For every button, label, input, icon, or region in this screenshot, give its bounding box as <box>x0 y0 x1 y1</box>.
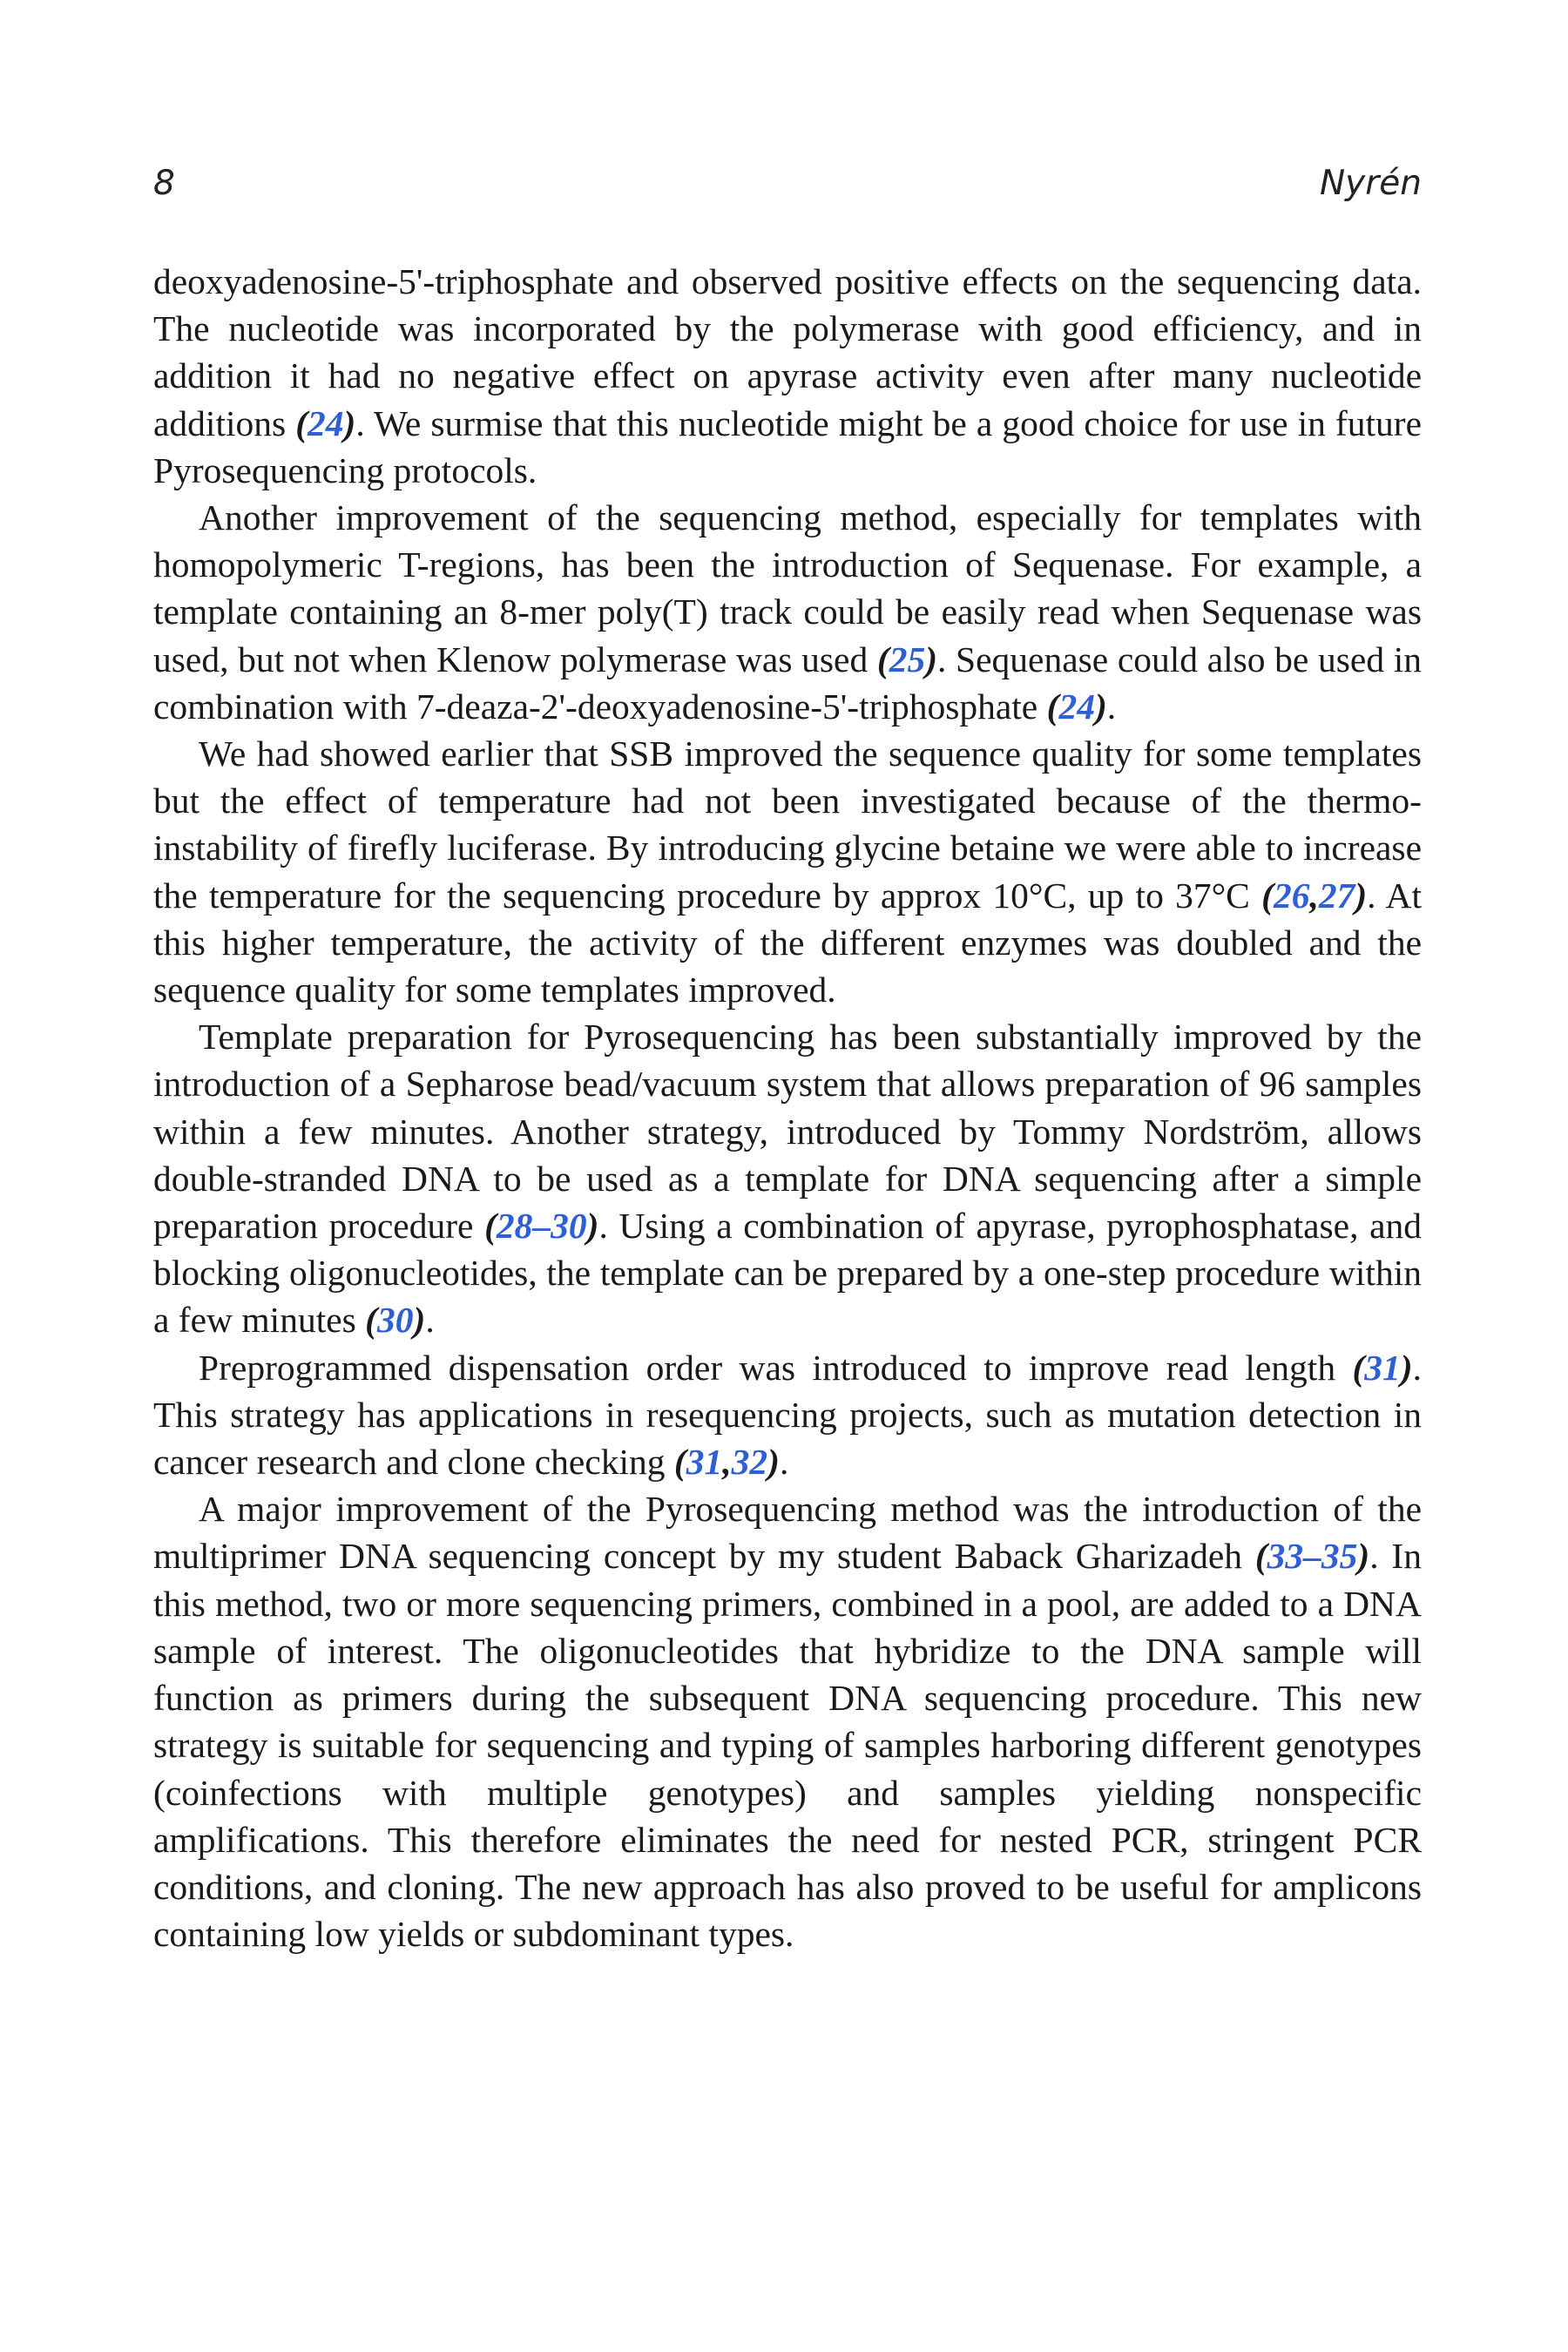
running-head <box>153 164 1422 216</box>
text-run: Preprogrammed dispensation order was introduced to improve read length <box>199 1347 1353 1388</box>
citation-reference: (24) <box>295 402 356 443</box>
citation-link[interactable]: 28–30 <box>496 1206 587 1247</box>
paragraph <box>153 258 1422 494</box>
running-head-author: Nyrén <box>1320 164 1422 203</box>
citation-reference: (31,32) <box>673 1442 780 1483</box>
text-run: A major improvement of the Pyrosequencing method was the introduction of the multiprimer DNA sequencing concept by my student Baback Gharizadeh <box>153 1489 1422 1577</box>
paragraph <box>153 730 1422 1013</box>
citation-link[interactable]: 32 <box>731 1442 768 1483</box>
citation-link[interactable]: 25 <box>889 639 926 679</box>
text-run: Template preparation for Pyrosequencing has been substantially improved by the introduction of a Sepharose bead/vacuum system that allows preparation of 96 samples within a few minutes. Another strategy, introduced by Tommy Nordström, allows double-stranded DNA to be used as a template for DNA sequencing after a simple preparation procedure <box>153 1017 1422 1247</box>
citation-reference: (26,27) <box>1261 875 1368 916</box>
citation-reference: (33–35) <box>1254 1536 1370 1577</box>
citation-link[interactable]: 24 <box>1058 686 1095 727</box>
citation-reference: (31) <box>1352 1347 1413 1388</box>
text-run: We had showed earlier that SSB improved the sequence quality for some templates but the effect of temperature had not been investigated because of the thermo-instability of firefly luciferase. By introducing glycine betaine we were able to increase the temperature for the sequencing procedure by approx 10°C, up to 37°C <box>153 733 1422 916</box>
citation-link[interactable]: 31 <box>686 1442 723 1483</box>
paragraph <box>153 1344 1422 1486</box>
body-text <box>153 258 1422 1957</box>
paragraph <box>153 1013 1422 1343</box>
citation-link[interactable]: 31 <box>1364 1347 1401 1388</box>
citation-link[interactable]: 24 <box>308 402 344 443</box>
paragraph <box>153 494 1422 730</box>
citation-link[interactable]: 30 <box>377 1300 414 1341</box>
text-run: . In this method, two or more sequencing primers, combined in a pool, are added to a DNA sample of interest. The oligonucleotides that hybridize to the DNA sample will function as primers during the subsequent DNA sequencing procedure. This new strategy is suitable for sequencing and typing of samples harboring different genotypes (coinfections with multiple genotypes) and samples yielding nonspecific amplifications. This therefore eliminates the need for nested PCR, stringent PCR conditions, and cloning. The new approach has also proved to be useful for amplicons containing low yields or subdominant types. <box>153 1536 1422 1955</box>
text-run: Another improvement of the sequencing method, especially for templates with homopolymeric T-regions, has been the introduction of Sequenase. For example, a template containing an 8-mer poly(T) track could be easily read when Sequenase was used, but not when Klenow polymerase was used <box>153 497 1422 679</box>
citation-link[interactable]: 27 <box>1318 875 1355 916</box>
text-run: . <box>425 1300 435 1341</box>
page-number: 8 <box>153 164 175 203</box>
text-run: . Sequenase could also be used in combination with 7-deaza-2'-deoxyadenosine-5'-triphosphate <box>153 639 1422 727</box>
citation-reference: (24) <box>1046 686 1107 727</box>
text-run: . This strategy has applications in resequencing projects, such as mutation detection in cancer research and clone checking <box>153 1347 1422 1483</box>
text-run: . We surmise that this nucleotide might be a good choice for use in future Pyrosequencing protocols. <box>153 402 1422 490</box>
text-run: deoxyadenosine-5'-triphosphate and observed positive effects on the sequencing data. The nucleotide was incorporated by the polymerase with good efficiency, and in addition it had no negative effect on apyrase activity even after many nucleotide additions <box>153 261 1422 443</box>
citation-link[interactable]: 26 <box>1273 875 1310 916</box>
citation-link[interactable]: 33–35 <box>1267 1536 1358 1577</box>
text-run: . <box>1106 686 1117 727</box>
citation-reference: (25) <box>876 639 938 679</box>
paragraph <box>153 1485 1422 1957</box>
citation-reference: (30) <box>365 1300 426 1341</box>
text-run: . At this higher temperature, the activity of the different enzymes was doubled and the sequence quality for some templates improved. <box>153 875 1423 1010</box>
text-run: . <box>779 1442 789 1483</box>
citation-reference: (28–30) <box>484 1206 599 1247</box>
text-run: . Using a combination of apyrase, pyrophosphatase, and blocking oligonucleotides, the template can be prepared by a one-step procedure within a few minutes <box>153 1206 1422 1341</box>
